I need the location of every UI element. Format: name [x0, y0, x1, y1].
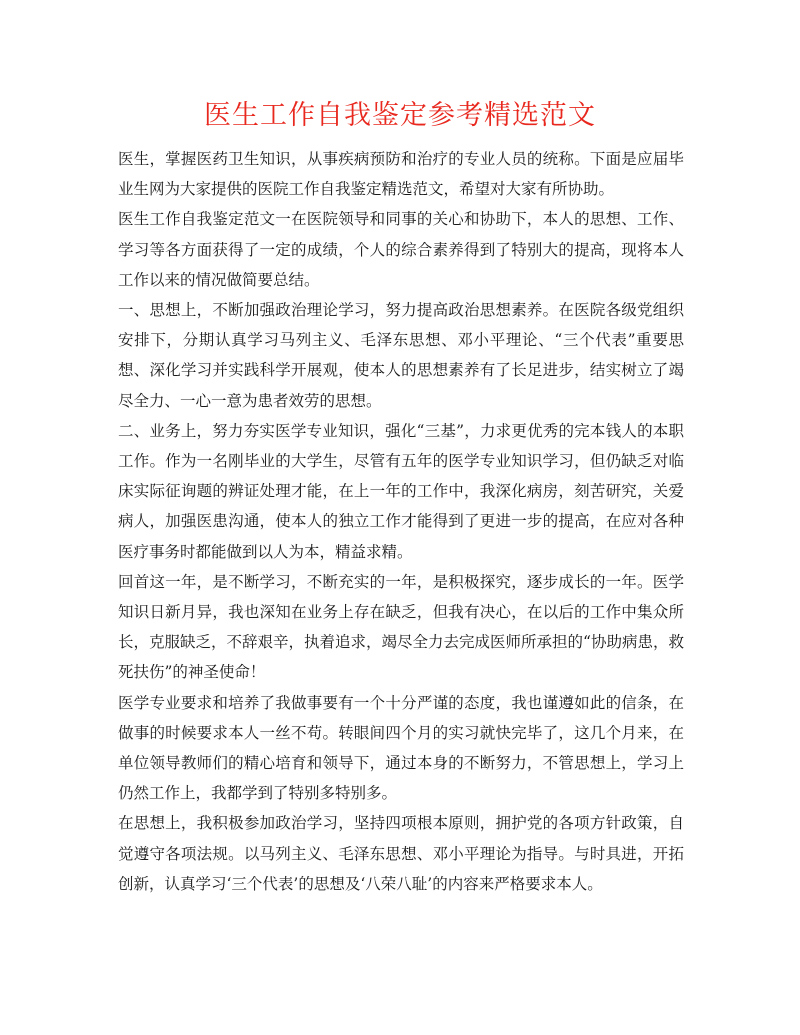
- document-body: [118, 144, 684, 899]
- paragraph-sample-one: 医生工作自我鉴定范文一在医院领导和同事的关心和协助下，本人的思想、工作、学习等各方面获得了一定的成绩，个人的综合素养得到了特别大的提高，现将本人工作以来的情况做简要总结。: [118, 210, 684, 289]
- paragraph-attitude: 医学专业要求和培养了我做事要有一个十分严谨的态度，我也谨遵如此的信条，在做事的时候要求本人一丝不苟。转眼间四个月的实习就快完毕了，这几个月来，在单位领导教师们的精心培育和领导下，通过本身的不断努力，不管思想上，学习上仍然工作上，我都学到了特别多特别多。: [118, 693, 684, 803]
- document-title: 医生工作自我鉴定参考精选范文: [204, 100, 596, 131]
- paragraph-review: 回首这一年，是不断学习，不断充实的一年，是积极探究，逐步成长的一年。医学知识日新月异，我也深知在业务上存在缺乏，但我有决心，在以后的工作中集众所长，克服缺乏，不辞艰辛，执着追求，竭尽全力去完成医师所承担的“协助病患，救死扶伤”的神圣使命！: [118, 572, 684, 682]
- paragraph-intro: 医生，掌握医药卫生知识，从事疾病预防和治疗的专业人员的统称。下面是应届毕业生网为大家提供的医院工作自我鉴定精选范文，希望对大家有所协助。: [118, 150, 684, 199]
- paragraph-ideology: 一、思想上，不断加强政治理论学习，努力提高政治思想素养。在医院各级党组织安排下，分期认真学习马列主义、毛泽东思想、邓小平理论、“三个代表”重要思想、深化学习并实践科学开展观，使本人的思想素养有了长足进步，结实树立了竭尽全力、一心一意为患者效劳的思想。: [118, 301, 684, 410]
- paragraph-political-study: 在思想上，我积极参加政治学习，坚持四项根本原则，拥护党的各项方针政策，自觉遵守各项法规。以马列主义、毛泽东思想、邓小平理论为指导。与时具进，开拓创新，认真学习‘三个代表’的思想及‘八荣八耻’的内容来严格要求本人。: [118, 814, 684, 893]
- paragraph-professional: 二、业务上，努力夯实医学专业知识，强化“三基”，力求更优秀的完本钱人的本职工作。作为一名刚毕业的大学生，尽管有五年的医学专业知识学习，但仍缺乏对临床实际征询题的辨证处理才能，在上一年的工作中，我深化病房，刻苦研究，关爱病人，加强医患沟通，使本人的独立工作才能得到了更进一步的提高，在应对各种医疗事务时都能做到以人为本，精益求精。: [118, 421, 684, 561]
